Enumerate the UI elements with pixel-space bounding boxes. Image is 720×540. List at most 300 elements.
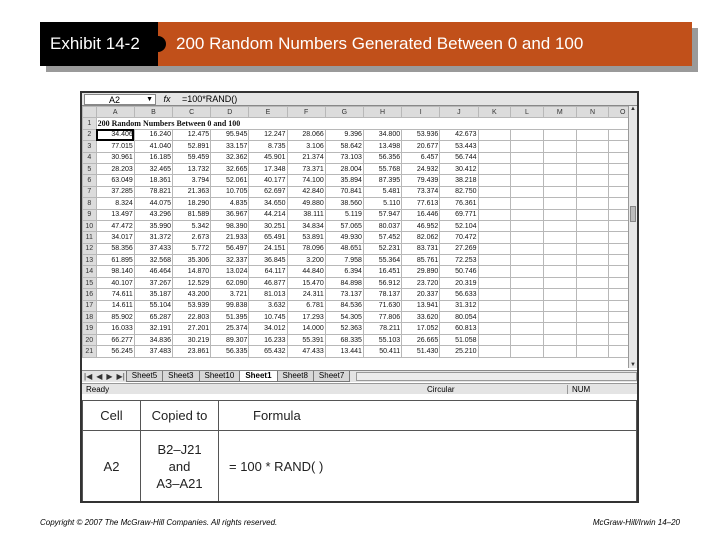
grid-cell[interactable] <box>543 129 576 140</box>
row-header[interactable]: 8 <box>83 198 97 209</box>
grid-cell[interactable]: 53.891 <box>287 232 325 243</box>
grid-cell[interactable]: 53.939 <box>173 300 211 311</box>
grid-cell[interactable] <box>478 255 511 266</box>
grid-cell[interactable]: 77.806 <box>363 312 401 323</box>
column-header[interactable]: M <box>543 107 576 118</box>
grid-cell[interactable] <box>543 175 576 186</box>
grid-cell[interactable] <box>511 346 544 357</box>
grid-cell[interactable]: 32.465 <box>134 163 172 174</box>
grid-cell[interactable]: 40.177 <box>249 175 287 186</box>
row-header[interactable]: 1 <box>83 118 97 129</box>
grid-cell[interactable]: 57.452 <box>363 232 401 243</box>
grid-cell[interactable] <box>478 300 511 311</box>
grid-cell[interactable] <box>478 243 511 254</box>
grid-cell[interactable]: 45.901 <box>249 152 287 163</box>
grid-cell[interactable] <box>478 277 511 288</box>
row-header[interactable]: 17 <box>83 300 97 311</box>
grid-cell[interactable] <box>543 186 576 197</box>
grid-cell[interactable]: 8.324 <box>96 198 134 209</box>
grid-cell[interactable] <box>511 129 544 140</box>
grid-cell[interactable]: 57.065 <box>325 220 363 231</box>
grid-cell[interactable] <box>511 163 544 174</box>
grid-cell[interactable]: 34.836 <box>134 334 172 345</box>
grid-cell[interactable] <box>543 152 576 163</box>
row-header[interactable]: 3 <box>83 141 97 152</box>
grid-cell[interactable]: 38.560 <box>325 198 363 209</box>
grid-cell[interactable] <box>511 209 544 220</box>
grid-cell[interactable]: 80.037 <box>363 220 401 231</box>
grid-cell[interactable]: 24.311 <box>287 289 325 300</box>
grid-cell[interactable]: 53.936 <box>402 129 440 140</box>
grid-cell[interactable]: 87.395 <box>363 175 401 186</box>
grid-cell[interactable]: 55.768 <box>363 163 401 174</box>
sheet-tab[interactable]: Sheet3 <box>162 371 199 382</box>
grid-cell[interactable]: 51.395 <box>211 312 249 323</box>
grid-cell[interactable] <box>576 175 609 186</box>
grid-cell[interactable]: 8.735 <box>249 141 287 152</box>
grid-cell[interactable]: 38.111 <box>287 209 325 220</box>
column-header[interactable]: B <box>134 107 172 118</box>
grid-cell[interactable]: 65.287 <box>134 312 172 323</box>
grid-cell[interactable]: 23.720 <box>402 277 440 288</box>
grid-cell[interactable] <box>511 323 544 334</box>
grid-cell[interactable]: 70.472 <box>440 232 478 243</box>
grid-cell[interactable] <box>543 220 576 231</box>
grid-cell[interactable]: 15.470 <box>287 277 325 288</box>
grid-cell[interactable]: 73.374 <box>402 186 440 197</box>
tab-first-icon[interactable]: |◀ <box>84 372 93 381</box>
grid-cell[interactable]: 6.781 <box>287 300 325 311</box>
grid-cell[interactable]: 28.203 <box>96 163 134 174</box>
grid-cell[interactable]: 44.214 <box>249 209 287 220</box>
grid-cell[interactable] <box>511 334 544 345</box>
grid-cell[interactable] <box>543 277 576 288</box>
scroll-thumb[interactable] <box>630 206 636 222</box>
grid-cell[interactable]: 55.104 <box>134 300 172 311</box>
row-header[interactable]: 11 <box>83 232 97 243</box>
grid-cell[interactable] <box>511 312 544 323</box>
grid-cell[interactable]: 98.390 <box>211 220 249 231</box>
sheet-tab[interactable]: Sheet1 <box>239 371 277 382</box>
grid-cell[interactable]: 25.210 <box>440 346 478 357</box>
grid-cell[interactable]: 52.104 <box>440 220 478 231</box>
grid-cell[interactable]: 62.697 <box>249 186 287 197</box>
grid-cell[interactable]: 56.912 <box>363 277 401 288</box>
grid-cell[interactable] <box>478 186 511 197</box>
grid-cell[interactable]: 34.800 <box>363 129 401 140</box>
grid-cell[interactable]: 16.446 <box>402 209 440 220</box>
grid-cell[interactable]: 13.497 <box>96 209 134 220</box>
grid-cell[interactable]: 42.840 <box>287 186 325 197</box>
select-all-corner[interactable] <box>83 107 97 118</box>
grid-cell[interactable]: 46.464 <box>134 266 172 277</box>
grid-cell[interactable] <box>511 220 544 231</box>
tab-prev-icon[interactable]: ◀ <box>96 372 103 381</box>
grid-cell[interactable]: 74.100 <box>287 175 325 186</box>
grid-cell[interactable] <box>576 163 609 174</box>
grid-cell[interactable]: 22.803 <box>173 312 211 323</box>
grid-cell[interactable]: 68.335 <box>325 334 363 345</box>
grid-cell[interactable] <box>511 175 544 186</box>
grid-cell[interactable] <box>511 277 544 288</box>
grid-cell[interactable] <box>576 232 609 243</box>
grid-cell[interactable]: 12.529 <box>173 277 211 288</box>
grid-cell[interactable] <box>576 346 609 357</box>
grid-cell[interactable]: 82.062 <box>402 232 440 243</box>
sheet-tab[interactable]: Sheet5 <box>126 371 163 382</box>
grid-cell[interactable] <box>478 129 511 140</box>
grid-cell[interactable]: 5.342 <box>173 220 211 231</box>
grid-cell[interactable]: 14.611 <box>96 300 134 311</box>
grid-cell[interactable]: 30.412 <box>440 163 478 174</box>
grid-cell[interactable] <box>478 198 511 209</box>
row-header[interactable]: 10 <box>83 220 97 231</box>
grid-cell[interactable]: 16.451 <box>363 266 401 277</box>
grid-cell[interactable]: 52.231 <box>363 243 401 254</box>
grid-cell[interactable]: 5.481 <box>363 186 401 197</box>
grid-cell[interactable]: 56.497 <box>211 243 249 254</box>
grid-cell[interactable]: 77.015 <box>96 141 134 152</box>
row-header[interactable]: 6 <box>83 175 97 186</box>
grid-cell[interactable]: 5.110 <box>363 198 401 209</box>
grid-cell[interactable] <box>576 300 609 311</box>
grid-cell[interactable]: 46.952 <box>402 220 440 231</box>
grid-cell[interactable]: 37.433 <box>134 243 172 254</box>
sheet-tab[interactable]: Sheet7 <box>313 371 350 382</box>
grid-cell[interactable]: 30.219 <box>173 334 211 345</box>
grid-cell[interactable]: 80.054 <box>440 312 478 323</box>
grid-cell[interactable] <box>543 334 576 345</box>
grid-cell[interactable] <box>576 289 609 300</box>
grid-cell[interactable]: 6.457 <box>402 152 440 163</box>
column-header[interactable]: C <box>173 107 211 118</box>
grid-cell[interactable]: 10.745 <box>249 312 287 323</box>
grid-cell[interactable] <box>543 163 576 174</box>
grid-cell[interactable]: 32.665 <box>211 163 249 174</box>
grid-cell[interactable]: 47.472 <box>96 220 134 231</box>
grid-cell[interactable]: 56.356 <box>363 152 401 163</box>
grid-cell[interactable]: 5.119 <box>325 209 363 220</box>
grid-cell[interactable]: 78.096 <box>287 243 325 254</box>
grid-cell[interactable]: 9.396 <box>325 129 363 140</box>
grid-cell[interactable] <box>543 255 576 266</box>
grid-cell[interactable]: 21.363 <box>173 186 211 197</box>
row-header[interactable]: 13 <box>83 255 97 266</box>
row-header[interactable]: 19 <box>83 323 97 334</box>
grid-cell[interactable] <box>543 198 576 209</box>
grid-cell[interactable]: 37.285 <box>96 186 134 197</box>
grid-cell[interactable] <box>543 300 576 311</box>
column-header[interactable]: O <box>609 107 637 118</box>
grid-cell[interactable]: 59.459 <box>173 152 211 163</box>
grid-cell[interactable]: 20.337 <box>402 289 440 300</box>
row-header[interactable]: 9 <box>83 209 97 220</box>
column-header[interactable]: F <box>287 107 325 118</box>
grid-cell[interactable]: 5.772 <box>173 243 211 254</box>
grid-cell[interactable]: 61.895 <box>96 255 134 266</box>
grid-cell[interactable] <box>478 220 511 231</box>
grid-cell[interactable]: 56.633 <box>440 289 478 300</box>
grid-cell[interactable]: 38.218 <box>440 175 478 186</box>
grid-cell[interactable]: 32.191 <box>134 323 172 334</box>
grid-cell[interactable]: 18.290 <box>173 198 211 209</box>
grid-cell[interactable]: 82.750 <box>440 186 478 197</box>
grid-cell[interactable]: 55.103 <box>363 334 401 345</box>
grid-cell[interactable]: 56.335 <box>211 346 249 357</box>
grid-cell[interactable]: 49.930 <box>325 232 363 243</box>
grid-cell[interactable]: 60.813 <box>440 323 478 334</box>
grid-cell[interactable]: 34.650 <box>249 198 287 209</box>
grid-cell[interactable]: 48.651 <box>325 243 363 254</box>
grid-cell[interactable] <box>478 232 511 243</box>
grid-cell[interactable]: 13.024 <box>211 266 249 277</box>
grid-cell[interactable]: 6.394 <box>325 266 363 277</box>
grid-cell[interactable]: 13.441 <box>325 346 363 357</box>
grid-cell[interactable]: 44.840 <box>287 266 325 277</box>
tab-last-icon[interactable]: ▶| <box>116 372 125 381</box>
grid-cell[interactable] <box>511 232 544 243</box>
grid-cell[interactable]: 37.483 <box>134 346 172 357</box>
grid-cell[interactable] <box>543 141 576 152</box>
grid-cell[interactable]: 10.705 <box>211 186 249 197</box>
row-header[interactable]: 7 <box>83 186 97 197</box>
grid-cell[interactable]: 52.061 <box>211 175 249 186</box>
row-header[interactable]: 21 <box>83 346 97 357</box>
grid-cell[interactable]: 27.269 <box>440 243 478 254</box>
grid-cell[interactable]: 35.894 <box>325 175 363 186</box>
grid-cell[interactable] <box>478 289 511 300</box>
grid-cell[interactable]: 65.491 <box>249 232 287 243</box>
grid-cell[interactable]: 17.052 <box>402 323 440 334</box>
tab-next-icon[interactable]: ▶ <box>106 372 113 381</box>
grid-cell[interactable]: 34.834 <box>287 220 325 231</box>
grid-cell[interactable]: 56.245 <box>96 346 134 357</box>
grid-cell[interactable] <box>543 266 576 277</box>
grid-cell[interactable]: 50.411 <box>363 346 401 357</box>
grid-cell[interactable]: 85.761 <box>402 255 440 266</box>
grid-cell[interactable]: 3.632 <box>249 300 287 311</box>
grid-cell[interactable]: 3.200 <box>287 255 325 266</box>
grid-cell[interactable] <box>576 334 609 345</box>
grid-cell[interactable]: 30.961 <box>96 152 134 163</box>
grid-cell[interactable]: 52.363 <box>325 323 363 334</box>
grid-cell[interactable]: 74.611 <box>96 289 134 300</box>
sheet-tab[interactable]: Sheet8 <box>277 371 314 382</box>
row-header[interactable]: 2 <box>83 129 97 140</box>
grid-cell[interactable] <box>511 243 544 254</box>
grid-cell[interactable] <box>543 289 576 300</box>
grid-cell[interactable]: 55.391 <box>287 334 325 345</box>
grid-cell[interactable]: 78.137 <box>363 289 401 300</box>
grid-cell[interactable]: 13.941 <box>402 300 440 311</box>
grid-cell[interactable]: 35.990 <box>134 220 172 231</box>
grid-cell[interactable] <box>576 243 609 254</box>
grid-cell[interactable]: 3.721 <box>211 289 249 300</box>
grid-cell[interactable]: 34.406 <box>96 129 134 140</box>
column-header[interactable]: K <box>478 107 511 118</box>
grid-cell[interactable]: 30.251 <box>249 220 287 231</box>
grid-cell[interactable]: 31.372 <box>134 232 172 243</box>
grid-cell[interactable]: 29.890 <box>402 266 440 277</box>
grid-cell[interactable]: 24.932 <box>402 163 440 174</box>
row-header[interactable]: 5 <box>83 163 97 174</box>
grid-cell[interactable] <box>511 255 544 266</box>
grid-cell[interactable]: 42.673 <box>440 129 478 140</box>
row-header[interactable]: 18 <box>83 312 97 323</box>
grid-cell[interactable]: 27.201 <box>173 323 211 334</box>
grid-cell[interactable] <box>478 312 511 323</box>
grid-cell[interactable] <box>543 209 576 220</box>
column-header[interactable]: G <box>325 107 363 118</box>
column-header[interactable]: D <box>211 107 249 118</box>
grid-cell[interactable]: 84.898 <box>325 277 363 288</box>
grid-cell[interactable] <box>576 277 609 288</box>
grid-cell[interactable]: 16.233 <box>249 334 287 345</box>
grid-cell[interactable]: 51.430 <box>402 346 440 357</box>
row-header[interactable]: 14 <box>83 266 97 277</box>
grid-cell[interactable]: 44.075 <box>134 198 172 209</box>
grid-cell[interactable]: 84.536 <box>325 300 363 311</box>
grid-cell[interactable]: 52.891 <box>173 141 211 152</box>
grid-cell[interactable]: 21.933 <box>211 232 249 243</box>
grid-cell[interactable] <box>543 243 576 254</box>
grid-cell[interactable]: 77.613 <box>402 198 440 209</box>
scroll-down-icon[interactable]: ▼ <box>630 362 636 368</box>
grid-cell[interactable] <box>576 323 609 334</box>
grid-cell[interactable]: 66.277 <box>96 334 134 345</box>
grid-cell[interactable] <box>478 175 511 186</box>
grid-cell[interactable]: 32.362 <box>211 152 249 163</box>
grid-cell[interactable]: 81.013 <box>249 289 287 300</box>
row-header[interactable]: 4 <box>83 152 97 163</box>
grid-cell[interactable]: 33.157 <box>211 141 249 152</box>
grid-cell[interactable]: 63.049 <box>96 175 134 186</box>
grid-cell[interactable]: 69.771 <box>440 209 478 220</box>
cell-grid[interactable] <box>82 106 637 358</box>
grid-cell[interactable]: 37.267 <box>134 277 172 288</box>
grid-cell[interactable]: 7.958 <box>325 255 363 266</box>
grid-cell[interactable]: 41.040 <box>134 141 172 152</box>
grid-cell[interactable] <box>543 232 576 243</box>
grid-cell[interactable] <box>576 312 609 323</box>
grid-cell[interactable]: 12.475 <box>173 129 211 140</box>
sheet-title-cell[interactable]: 200 Random Numbers Between 0 and 100 <box>96 118 636 129</box>
grid-cell[interactable]: 21.374 <box>287 152 325 163</box>
grid-cell[interactable]: 12.247 <box>249 129 287 140</box>
grid-cell[interactable]: 31.312 <box>440 300 478 311</box>
grid-cell[interactable]: 36.967 <box>211 209 249 220</box>
grid-cell[interactable]: 89.307 <box>211 334 249 345</box>
grid-cell[interactable]: 46.877 <box>249 277 287 288</box>
grid-cell[interactable]: 72.253 <box>440 255 478 266</box>
column-header[interactable]: I <box>402 107 440 118</box>
grid-cell[interactable] <box>478 163 511 174</box>
row-header[interactable]: 12 <box>83 243 97 254</box>
grid-cell[interactable]: 64.117 <box>249 266 287 277</box>
grid-cell[interactable] <box>543 346 576 357</box>
grid-cell[interactable]: 18.361 <box>134 175 172 186</box>
grid-cell[interactable]: 79.439 <box>402 175 440 186</box>
grid-cell[interactable] <box>511 300 544 311</box>
grid-cell[interactable]: 49.880 <box>287 198 325 209</box>
grid-cell[interactable]: 35.306 <box>173 255 211 266</box>
grid-cell[interactable] <box>478 141 511 152</box>
grid-cell[interactable]: 35.187 <box>134 289 172 300</box>
column-header[interactable]: A <box>96 107 134 118</box>
grid-cell[interactable] <box>543 312 576 323</box>
grid-cell[interactable]: 20.319 <box>440 277 478 288</box>
grid-cell[interactable] <box>576 198 609 209</box>
column-header[interactable]: H <box>363 107 401 118</box>
grid-cell[interactable] <box>478 334 511 345</box>
grid-cell[interactable]: 34.017 <box>96 232 134 243</box>
grid-cell[interactable]: 83.731 <box>402 243 440 254</box>
grid-cell[interactable]: 62.090 <box>211 277 249 288</box>
grid-cell[interactable]: 32.337 <box>211 255 249 266</box>
grid-cell[interactable] <box>478 323 511 334</box>
grid-cell[interactable]: 71.630 <box>363 300 401 311</box>
grid-cell[interactable]: 95.945 <box>211 129 249 140</box>
grid-cell[interactable]: 78.211 <box>363 323 401 334</box>
grid-cell[interactable]: 13.732 <box>173 163 211 174</box>
grid-cell[interactable]: 53.443 <box>440 141 478 152</box>
grid-cell[interactable]: 28.004 <box>325 163 363 174</box>
grid-cell[interactable] <box>511 198 544 209</box>
scroll-up-icon[interactable]: ▲ <box>630 106 636 112</box>
grid-cell[interactable] <box>576 186 609 197</box>
grid-cell[interactable] <box>478 266 511 277</box>
grid-cell[interactable]: 4.835 <box>211 198 249 209</box>
grid-cell[interactable]: 34.012 <box>249 323 287 334</box>
grid-cell[interactable]: 3.794 <box>173 175 211 186</box>
column-header[interactable]: E <box>249 107 287 118</box>
row-header[interactable]: 20 <box>83 334 97 345</box>
grid-cell[interactable]: 99.838 <box>211 300 249 311</box>
grid-cell[interactable]: 20.677 <box>402 141 440 152</box>
horizontal-scrollbar[interactable] <box>356 372 637 381</box>
grid-cell[interactable]: 2.673 <box>173 232 211 243</box>
grid-cell[interactable]: 78.821 <box>134 186 172 197</box>
grid-cell[interactable]: 58.356 <box>96 243 134 254</box>
grid-cell[interactable]: 43.296 <box>134 209 172 220</box>
grid-cell[interactable]: 16.033 <box>96 323 134 334</box>
grid-cell[interactable] <box>576 266 609 277</box>
formula-input[interactable]: =100*RAND() <box>182 94 238 104</box>
row-header[interactable]: 16 <box>83 289 97 300</box>
vertical-scrollbar[interactable] <box>628 106 637 368</box>
grid-cell[interactable]: 13.498 <box>363 141 401 152</box>
grid-cell[interactable]: 43.200 <box>173 289 211 300</box>
grid-cell[interactable]: 73.103 <box>325 152 363 163</box>
grid-cell[interactable]: 24.151 <box>249 243 287 254</box>
sheet-tab[interactable]: Sheet10 <box>199 371 241 382</box>
grid-cell[interactable]: 25.374 <box>211 323 249 334</box>
grid-cell[interactable]: 98.140 <box>96 266 134 277</box>
grid-cell[interactable]: 26.665 <box>402 334 440 345</box>
grid-cell[interactable]: 33.620 <box>402 312 440 323</box>
grid-cell[interactable]: 70.841 <box>325 186 363 197</box>
grid-cell[interactable]: 50.746 <box>440 266 478 277</box>
grid-cell[interactable] <box>511 141 544 152</box>
name-box[interactable] <box>84 94 156 105</box>
grid-cell[interactable] <box>576 220 609 231</box>
column-header[interactable]: J <box>440 107 478 118</box>
grid-cell[interactable] <box>511 186 544 197</box>
grid-cell[interactable]: 76.361 <box>440 198 478 209</box>
grid-cell[interactable]: 54.305 <box>325 312 363 323</box>
grid-cell[interactable] <box>576 255 609 266</box>
grid-cell[interactable]: 28.066 <box>287 129 325 140</box>
